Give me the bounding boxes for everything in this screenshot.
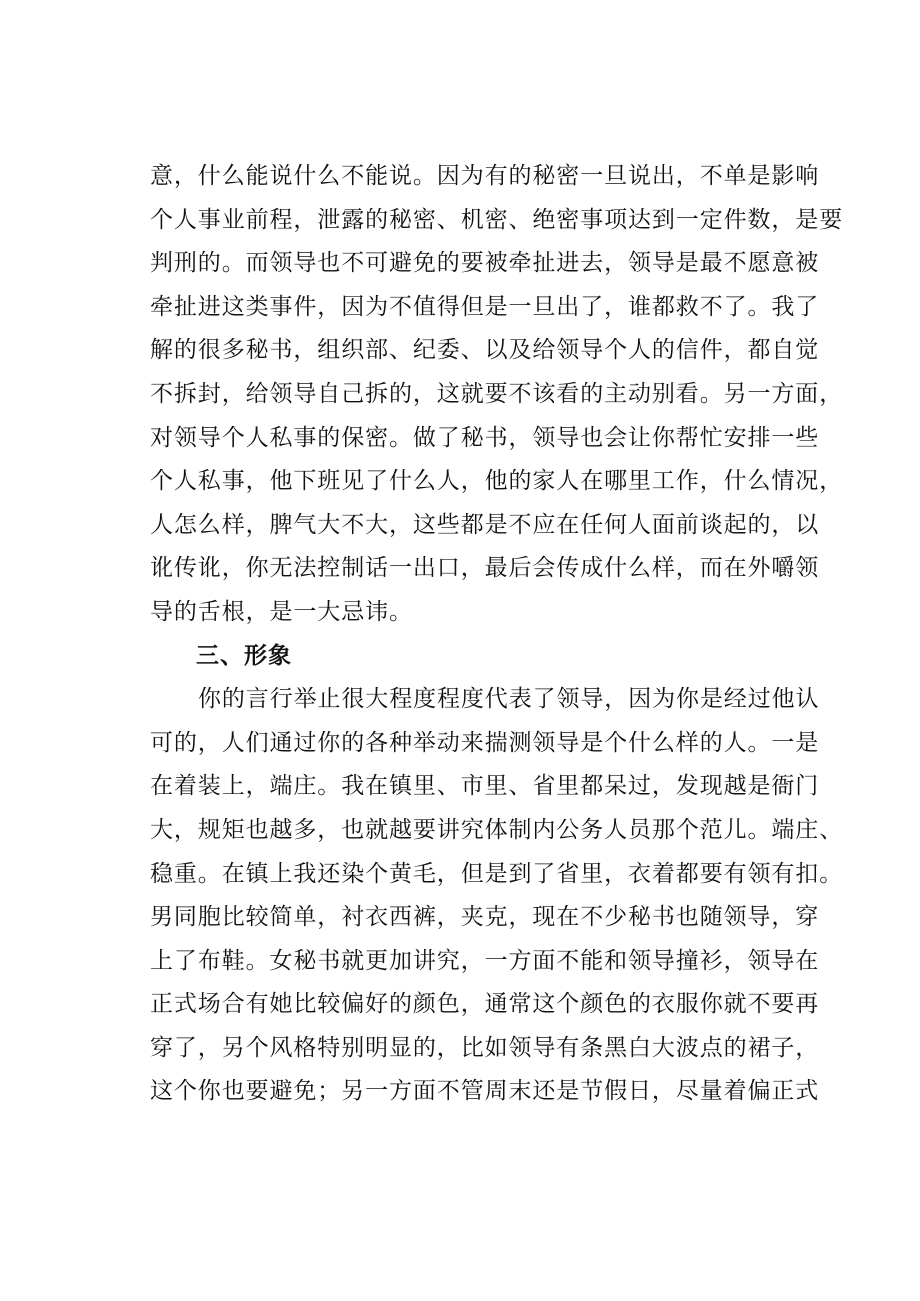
section-heading: 三、形象: [196, 642, 292, 669]
text-line: 牵扯进这类事件，因为不值得但是一旦出了，谁都救不了。我了: [150, 293, 820, 320]
text-line: 穿了，另个风格特别明显的，比如领导有条黑白大波点的裙子，: [150, 1034, 820, 1061]
text-line: 这个你也要避免；另一方面不管周末还是节假日，尽量着偏正式: [150, 1078, 820, 1105]
text-line: 你的言行举止很大程度程度代表了领导，因为你是经过他认: [198, 686, 820, 713]
text-line: 在着装上，端庄。我在镇里、市里、省里都呆过，发现越是衙门: [150, 773, 820, 800]
text-line: 讹传讹，你无法控制话一出口，最后会传成什么样，而在外嚼领: [150, 555, 820, 582]
text-line: 判刑的。而领导也不可避免的要被牵扯进去，领导是最不愿意被: [150, 250, 820, 277]
text-line: 意，什么能说什么不能说。因为有的秘密一旦说出，不单是影响: [150, 163, 820, 189]
text-line: 稳重。在镇上我还染个黄毛，但是到了省里，衣着都要有领有扣。: [150, 860, 844, 887]
text-line: 导的舌根，是一大忌讳。: [150, 598, 413, 625]
text-line: 个人私事，他下班见了什么人，他的家人在哪里工作，什么情况，: [150, 468, 844, 495]
document-body: [150, 155, 844, 1114]
text-line: 大，规矩也越多，也就越要讲究体制内公务人员那个范儿。端庄、: [150, 816, 844, 843]
text-line: 不拆封，给领导自己拆的，这就要不该看的主动别看。另一方面，: [150, 380, 844, 407]
text-line: 人怎么样，脾气大不大，这些都是不应在任何人面前谈起的，以: [150, 511, 820, 538]
text-line: 可的，人们通过你的各种举动来揣测领导是个什么样的人。一是: [150, 729, 820, 756]
paragraph-confidentiality: [150, 155, 844, 635]
text-line: 男同胞比较简单，衬衣西裤，夹克，现在不少秘书也随领导，穿: [150, 904, 820, 931]
paragraph-image: [150, 678, 844, 1114]
text-line: 正式场合有她比较偏好的颜色，通常这个颜色的衣服你就不要再: [150, 991, 820, 1018]
text-line: 个人事业前程，泄露的秘密、机密、绝密事项达到一定件数，是要: [150, 206, 844, 233]
text-line: 对领导个人私事的保密。做了秘书，领导也会让你帮忙安排一些: [150, 424, 820, 451]
text-line: 上了布鞋。女秘书就更加讲究，一方面不能和领导撞衫，领导在: [150, 947, 820, 974]
text-line: 解的很多秘书，组织部、纪委、以及给领导个人的信件，都自觉: [150, 337, 820, 364]
